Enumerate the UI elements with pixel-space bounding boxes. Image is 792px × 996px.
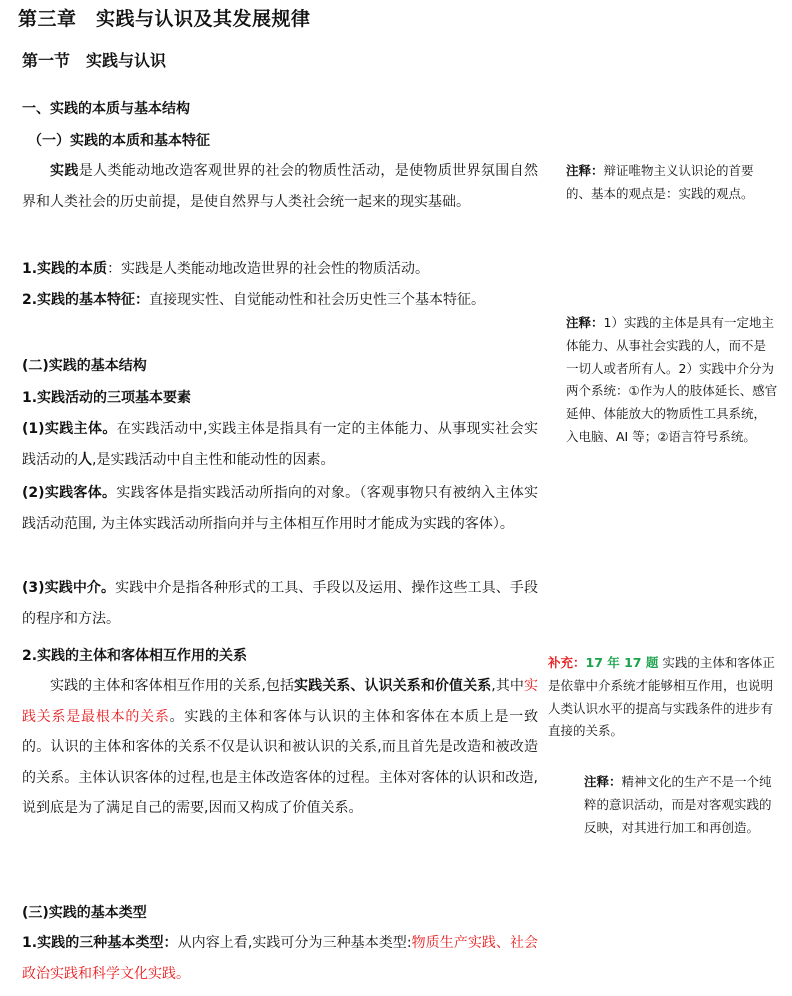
practice-definition: [22, 156, 538, 217]
note-3-label: 注释：: [584, 774, 622, 789]
note-3: [584, 771, 780, 839]
elements-heading: 1.实践活动的三项基本要素: [22, 390, 192, 406]
relation-text-2: ,其中: [491, 678, 525, 694]
relation-red: 实践关系是最根本的关系: [22, 678, 539, 725]
object-label: (2)实践客体。: [22, 485, 117, 501]
types-text: 从内容上看,实践可分为三种基本类型:: [177, 935, 412, 951]
relation-heading: 2.实践的主体和客体相互作用的关系: [22, 648, 248, 664]
features-text: 直接现实性、自觉能动性和社会历史性三个基本特征。: [149, 292, 486, 308]
supplement-ref: 17 年 17 题: [585, 655, 659, 670]
sub2-heading: (二)实践的基本结构: [22, 358, 147, 374]
note-2-text: 1）实践的主体是具有一定地主体能力、从事社会实践的人，而不是一切人或者所有人。2）实践中介分为两个系统：①作为人的肢体延长、感官延伸、体能放大的物质性工具系统，入电脑、AI 等；②语言符号系统。: [566, 315, 778, 444]
supplement-label: 补充：: [548, 655, 586, 670]
practice-subject: [22, 414, 538, 475]
subject-text-1: 在实践活动中,实践主体是指具有一定的主体能力、从事现实社会实践活动的: [22, 421, 539, 468]
note-1-text: 辩证唯物主义认识论的首要的、基本的观点是：实践的观点。: [566, 163, 754, 201]
sub1-heading: （一）实践的本质和基本特征: [28, 133, 210, 149]
note-3-text: 精神文化的生产不是一个纯粹的意识活动，而是对客观实践的反映，对其进行加工和再创造。: [584, 774, 772, 835]
practice-types: [22, 928, 538, 989]
practice-features: [22, 285, 538, 316]
practice-object: [22, 478, 538, 539]
subject-bold: 人: [78, 451, 92, 468]
essence-label: 1.实践的本质: [22, 261, 108, 277]
features-label: 2.实践的基本特征：: [22, 292, 150, 308]
note-2-label: 注释：: [566, 315, 604, 330]
practice-medium: [22, 573, 538, 634]
subject-text-2: ,是实践活动中自主性和能动性的因素。: [92, 451, 335, 468]
types-red: 物质生产实践、社会政治实践和科学文化实践。: [22, 935, 539, 982]
essence-text: ：实践是人类能动地改造世界的社会性的物质活动。: [107, 261, 430, 277]
object-text: 实践客体是指实践活动所指向的对象。（客观事物只有被纳入主体实践活动范围, 为主体实践活动所指向并与主体相互作用时才能成为实践的客体）。: [22, 485, 539, 532]
supplement-text: 实践的主体和客体正是依靠中介系统才能够相互作用，也说明人类认识水平的提高与实践条件的进步有直接的关系。: [548, 655, 775, 739]
sub3-heading: (三)实践的基本类型: [22, 905, 147, 921]
chapter-title: 第三章 实践与认识及其发展规律: [18, 8, 311, 30]
note-1: [566, 160, 778, 206]
note-1-label: 注释：: [566, 163, 604, 178]
relation-text-1: 实践的主体和客体相互作用的关系,包括: [50, 678, 295, 694]
relation-text-3: 。实践的主体和客体与认识的主体和客体在本质上是一致的。认识的主体和客体的关系不仅是认识和被认识的关系,而且首先是改造和被改造的关系。主体认识客体的过程,也是主体改造客体的过程。主体对客体的认识和改造,说到底是为了满足自己的需要,因而又构成了价值关系。: [22, 708, 539, 816]
note-2: [566, 312, 778, 449]
part1-heading: 一、实践的本质与基本结构: [22, 101, 190, 117]
relation-paragraph: [22, 671, 538, 824]
types-label: 1.实践的三种基本类型：: [22, 935, 178, 951]
relation-bold: 实践关系、认识关系和价值关系: [294, 678, 492, 694]
subject-label: (1)实践主体。: [22, 421, 117, 437]
medium-text: 实践中介是指各种形式的工具、手段以及运用、操作这些工具、手段的程序和方法。: [22, 580, 539, 627]
practice-definition-text: 是人类能动地改造客观世界的社会的物质性活动，是使物质世界氛围自然界和人类社会的历史前提，是使自然界与人类社会统一起来的现实基础。: [22, 163, 539, 210]
section-title: 第一节 实践与认识: [22, 51, 167, 70]
supplement-note: [548, 652, 776, 743]
practice-essence: [22, 254, 538, 285]
medium-label: (3)实践中介。: [22, 580, 116, 596]
practice-term: 实践: [50, 163, 79, 179]
